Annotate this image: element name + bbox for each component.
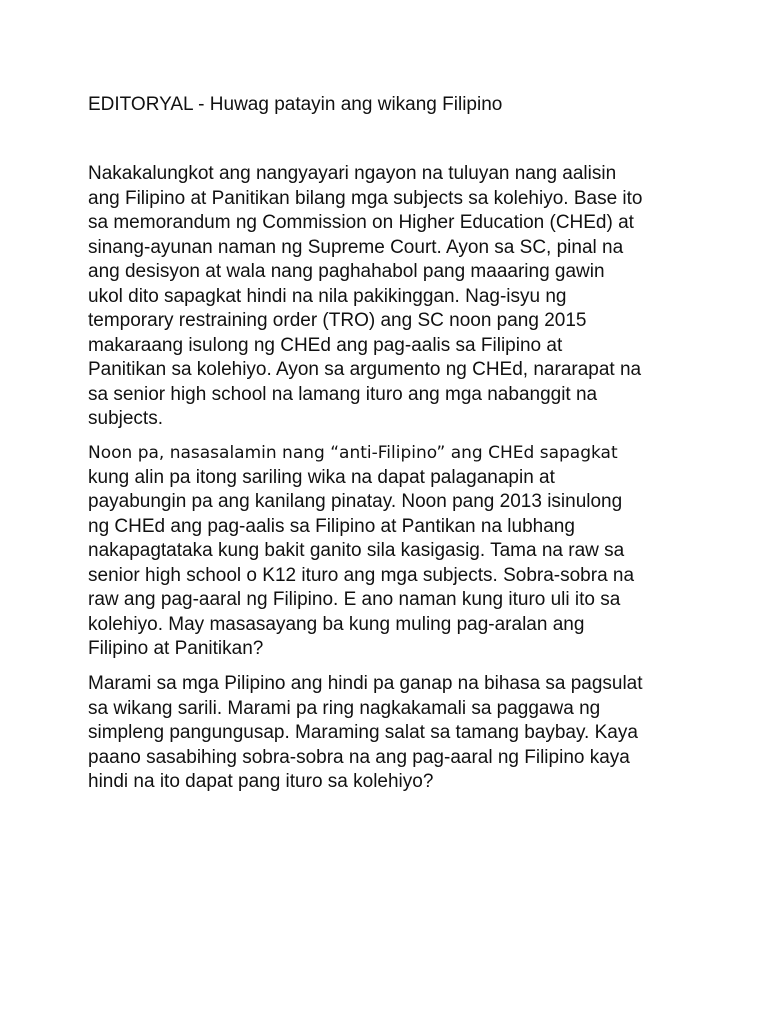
paragraph-line: simpleng pangungusap. Maraming salat sa tamang baybay. Kaya xyxy=(88,722,638,743)
paragraph-line: paano sasabihing sobra-sobra na ang pag-aaral ng Filipino kaya xyxy=(88,746,630,768)
paragraph-line: Marami sa mga Pilipino ang hindi pa ganap na bihasa sa pagsulat xyxy=(88,673,643,694)
paragraph-line: Noon pa, nasasalamin nang “anti-Filipino” ang CHEd sapagkat xyxy=(88,443,618,463)
paragraph-line: sa senior high school na lamang ituro ang mga nabanggit na xyxy=(88,383,598,405)
paragraph-line: Filipino at Panitikan? xyxy=(88,638,264,659)
paragraph-line: kolehiyo. May masasayang ba kung muling pag-aralan ang xyxy=(88,613,585,635)
paragraph-2 xyxy=(88,441,718,662)
paragraph-line: payabungin pa ang kanilang pinatay. Noon pang 2013 isinulong xyxy=(88,491,623,512)
paragraph-line: Panitikan sa kolehiyo. Ayon sa argumento ng CHEd, nararapat na xyxy=(88,359,642,380)
paragraph-line: kung alin pa itong sariling wika na dapat palaganapin at xyxy=(88,466,555,488)
paragraph-line: ang Filipino at Panitikan bilang mga subjects sa kolehiyo. Base ito xyxy=(88,187,643,209)
paragraph-line: hindi na ito dapat pang ituro sa kolehiyo? xyxy=(88,771,434,792)
paragraph-line: ukol dito sapagkat hindi na nila pakikinggan. Nag-isyu ng xyxy=(88,285,567,307)
paragraph-line: ng CHEd ang pag-aalis sa Filipino at Pantikan na lubhang xyxy=(88,515,575,537)
paragraph-line: nakapagtataka kung bakit ganito sila kasigasig. Tama na raw sa xyxy=(88,540,625,561)
paragraph-line: sa memorandum ng Commission on Higher Education (CHEd) at xyxy=(88,212,634,233)
editorial-title: EDITORYAL - Huwag patayin ang wikang Filipino xyxy=(88,94,503,115)
paragraph-line: raw ang pag-aaral ng Filipino. E ano naman kung ituro uli ito sa xyxy=(88,589,621,610)
paragraph-line: makaraang isulong ng CHEd ang pag-aalis sa Filipino at xyxy=(88,334,563,356)
paragraph-3 xyxy=(88,672,718,795)
paragraph-line: ang desisyon at wala nang paghahabol pang maaaring gawin xyxy=(88,261,605,282)
paragraph-line: Nakakalungkot ang nangyayari ngayon na tuluyan nang aalisin xyxy=(88,163,617,184)
paragraph-line: senior high school o K12 ituro ang mga subjects. Sobra-sobra na xyxy=(88,564,635,586)
paragraph-line: sinang-ayunan naman ng Supreme Court. Ayon sa SC, pinal na xyxy=(88,236,624,258)
paragraph-1 xyxy=(88,162,718,432)
paragraph-line: temporary restraining order (TRO) ang SC noon pang 2015 xyxy=(88,310,587,331)
paragraph-line: sa wikang sarili. Marami pa ring nagkakamali sa paggawa ng xyxy=(88,697,601,719)
paragraph-line: subjects. xyxy=(88,408,163,429)
